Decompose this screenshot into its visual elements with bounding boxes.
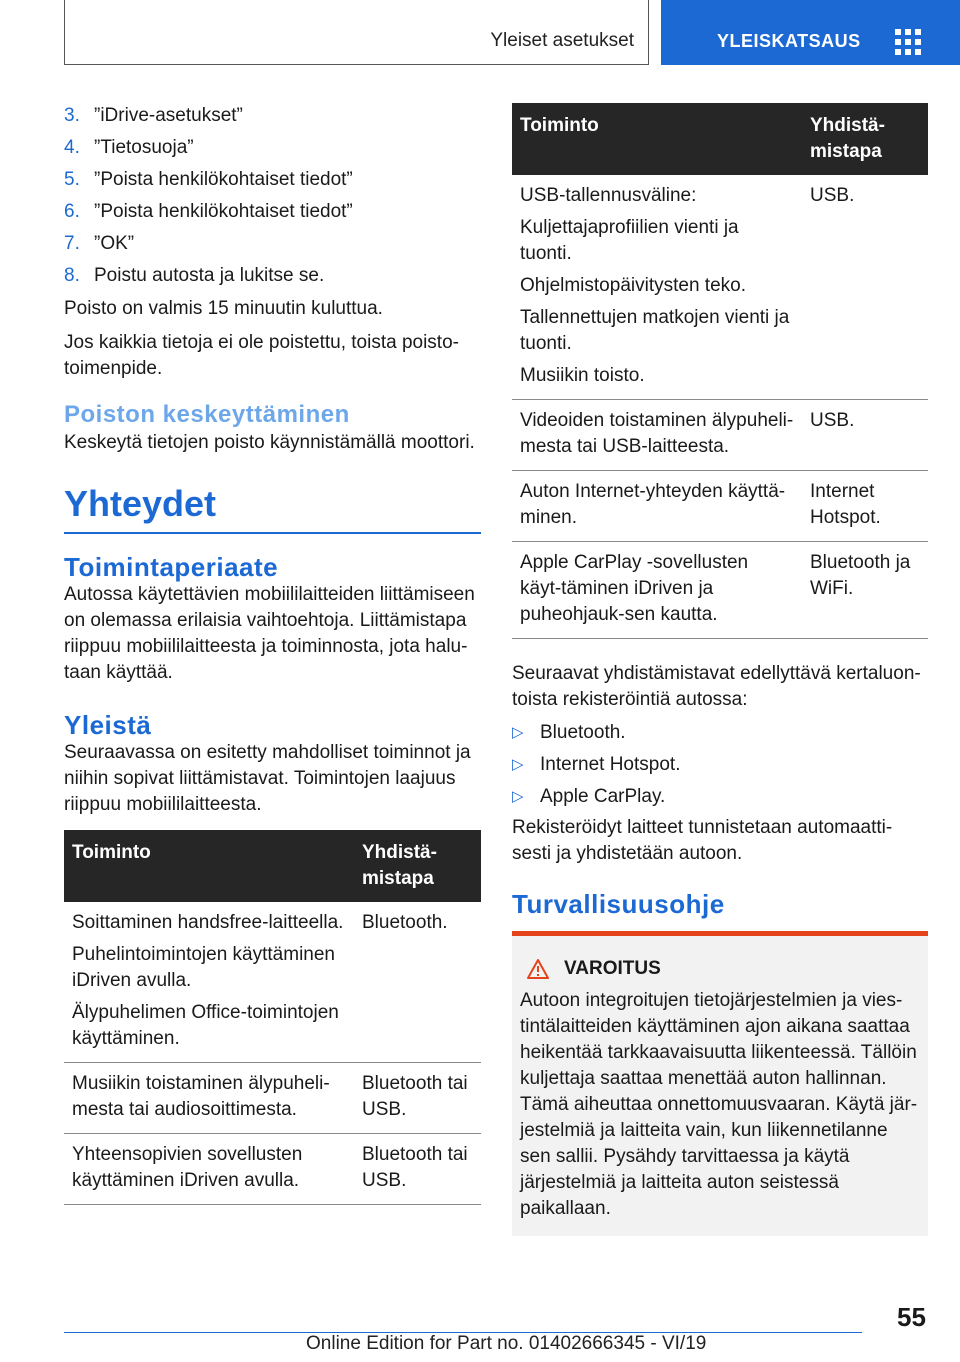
step-number: 8. [64,265,80,286]
step-number: 6. [64,201,80,222]
table-row [512,175,928,400]
bullet-item [512,717,928,749]
step-item [64,228,481,260]
step-number: 5. [64,169,80,190]
function-line: Musiikin toisto. [520,365,645,386]
table-header-function: Toiminto [64,830,354,902]
paragraph-principle: Autossa käytettävien mobiililaitteiden liittämiseen on olemassa erilaisia vaihtoehtoja. Liittämistapa riippuu mobiililaitteesta ja toiminnosta, jota halu-taan käyttää. [64,584,475,683]
table-cell-function [512,400,802,471]
table-cell-function [64,902,354,1063]
bullet-triangle-icon: ▷ [512,756,524,773]
paragraph-done: Poisto on valmis 15 minuutin kuluttua. [64,298,383,319]
header-chapter-tab[interactable] [661,0,960,65]
function-line: Videoiden toistaminen älypuheli-mesta tai USB-laitteesta. [520,410,794,457]
warning-box [512,931,928,1236]
table-cell-function [512,175,802,400]
step-item [64,196,481,228]
warning-title: VAROITUS [526,956,920,982]
function-line: Tallennettujen matkojen vienti ja tuonti. [520,307,790,354]
heading-principle: Toimintaperiaate [64,552,279,582]
paragraph-cancel: Keskeytä tietojen poisto käynnistämällä moottori. [64,432,475,453]
step-text: ”Poista henkilökohtaiset tiedot” [94,169,353,190]
bullet-triangle-icon: ▷ [512,788,524,805]
function-line: USB-tallennusväline: [520,185,697,206]
table-row [64,1063,481,1134]
paragraph-repeat: Jos kaikkia tietoja ei ole poistettu, toista poisto-toimenpide. [64,332,459,379]
table-row [64,902,481,1063]
header-section-title: Yleiset asetukset [490,30,634,51]
left-column [64,100,481,1205]
heading-connections: Yhteydet [64,482,481,534]
step-text: ”OK” [94,233,135,254]
function-line: Auton Internet-yhteyden käyttä-minen. [520,481,786,528]
footer-edition: Online Edition for Part no. 01402666345 - VI/19 [306,1333,707,1354]
step-text: Poistu autosta ja lukitse se. [94,265,325,286]
table-cell-function [64,1134,354,1205]
function-line: Älypuhelimen Office-toimintojen käyttäminen. [72,1002,339,1049]
table-cell-method: USB. [802,400,928,471]
table-cell-function [512,542,802,639]
functions-table-left [64,830,481,1205]
bullet-list [512,717,928,813]
function-line: Ohjelmistopäivitysten teko. [520,275,746,296]
step-list [64,100,481,292]
page-number: 55 [897,1302,926,1332]
heading-safety: Turvallisuusohje [512,889,725,919]
table-row [512,400,928,471]
functions-table-right [512,103,928,639]
grid-menu-icon[interactable] [895,29,923,53]
step-number: 3. [64,105,80,126]
step-item [64,132,481,164]
paragraph-requirements: Seuraavat yhdistämistavat edellyttävä kertaluon-toista rekisteröintiä autossa: [512,663,921,710]
table-cell-method: USB. [802,175,928,400]
step-item [64,100,481,132]
bullet-text: Bluetooth. [540,722,626,743]
step-item [64,164,481,196]
step-text: ”iDrive-asetukset” [94,105,243,126]
warning-triangle-icon [526,958,550,980]
table-row [64,1134,481,1205]
paragraph-registered: Rekisteröidyt laitteet tunnistetaan automaatti-sesti ja yhdistetään autoon. [512,817,893,864]
table-cell-method: Internet Hotspot. [802,471,928,542]
step-text: ”Poista henkilökohtaiset tiedot” [94,201,353,222]
header-chapter-title: YLEISKATSAUS [717,31,861,51]
heading-cancel-deletion: Poiston keskeyttäminen [64,401,350,428]
bullet-item [512,781,928,813]
bullet-text: Internet Hotspot. [540,754,681,775]
step-item [64,260,481,292]
warning-text: Autoon integroitujen tietojärjestelmien ja vies-tintälaitteiden käyttäminen ajon aikana saattaa heikentää tarkkaavaisuutta liikenteessä. Tällöin kuljettaja saattaa menettää auton hallinnan. Tämä aiheuttaa onnettomuusvaaran. Käytä jär-jestelmiä ja laitteita vain, kun liikennetilanne sen sallii. Pysähdy tarvittaessa ja käytä järjestelmiä ja laitteita auton seistessä paikallaan. [520,990,918,1219]
table-header-method: Yhdistä-mistapa [802,103,928,175]
step-number: 7. [64,233,80,254]
table-header-function: Toiminto [512,103,802,175]
step-number: 4. [64,137,80,158]
table-cell-method: Bluetooth tai USB. [354,1134,481,1205]
table-cell-method: Bluetooth. [354,902,481,1063]
table-header-method: Yhdistä-mistapa [354,830,481,902]
bullet-triangle-icon: ▷ [512,724,524,741]
bullet-text: Apple CarPlay. [540,786,666,807]
function-line: Kuljettajaprofiilien vienti ja tuonti. [520,217,739,264]
table-row [512,471,928,542]
table-row [512,542,928,639]
header-section [64,0,649,65]
function-line: Soittaminen handsfree-laitteella. [72,912,344,933]
function-line: Musiikin toistaminen älypuheli-mesta tai audiosoittimesta. [72,1073,330,1120]
function-line: Apple CarPlay -sovellusten käyt-täminen iDriven ja puheohjauk-sen kautta. [520,552,749,625]
function-line: Puhelintoimintojen käyttäminen iDriven avulla. [72,944,335,991]
table-cell-function [512,471,802,542]
table-cell-function [64,1063,354,1134]
function-line: Yhteensopivien sovellusten käyttäminen iDriven avulla. [72,1144,303,1191]
paragraph-general: Seuraavassa on esitetty mahdolliset toiminnot ja niihin sopivat liittämistavat. Toimintojen laajuus riippuu mobiililaitteesta. [64,742,471,815]
step-text: ”Tietosuoja” [94,137,194,158]
table-cell-method: Bluetooth tai USB. [354,1063,481,1134]
bullet-item [512,749,928,781]
right-column [512,103,928,1236]
heading-general: Yleistä [64,710,152,740]
table-cell-method: Bluetooth ja WiFi. [802,542,928,639]
